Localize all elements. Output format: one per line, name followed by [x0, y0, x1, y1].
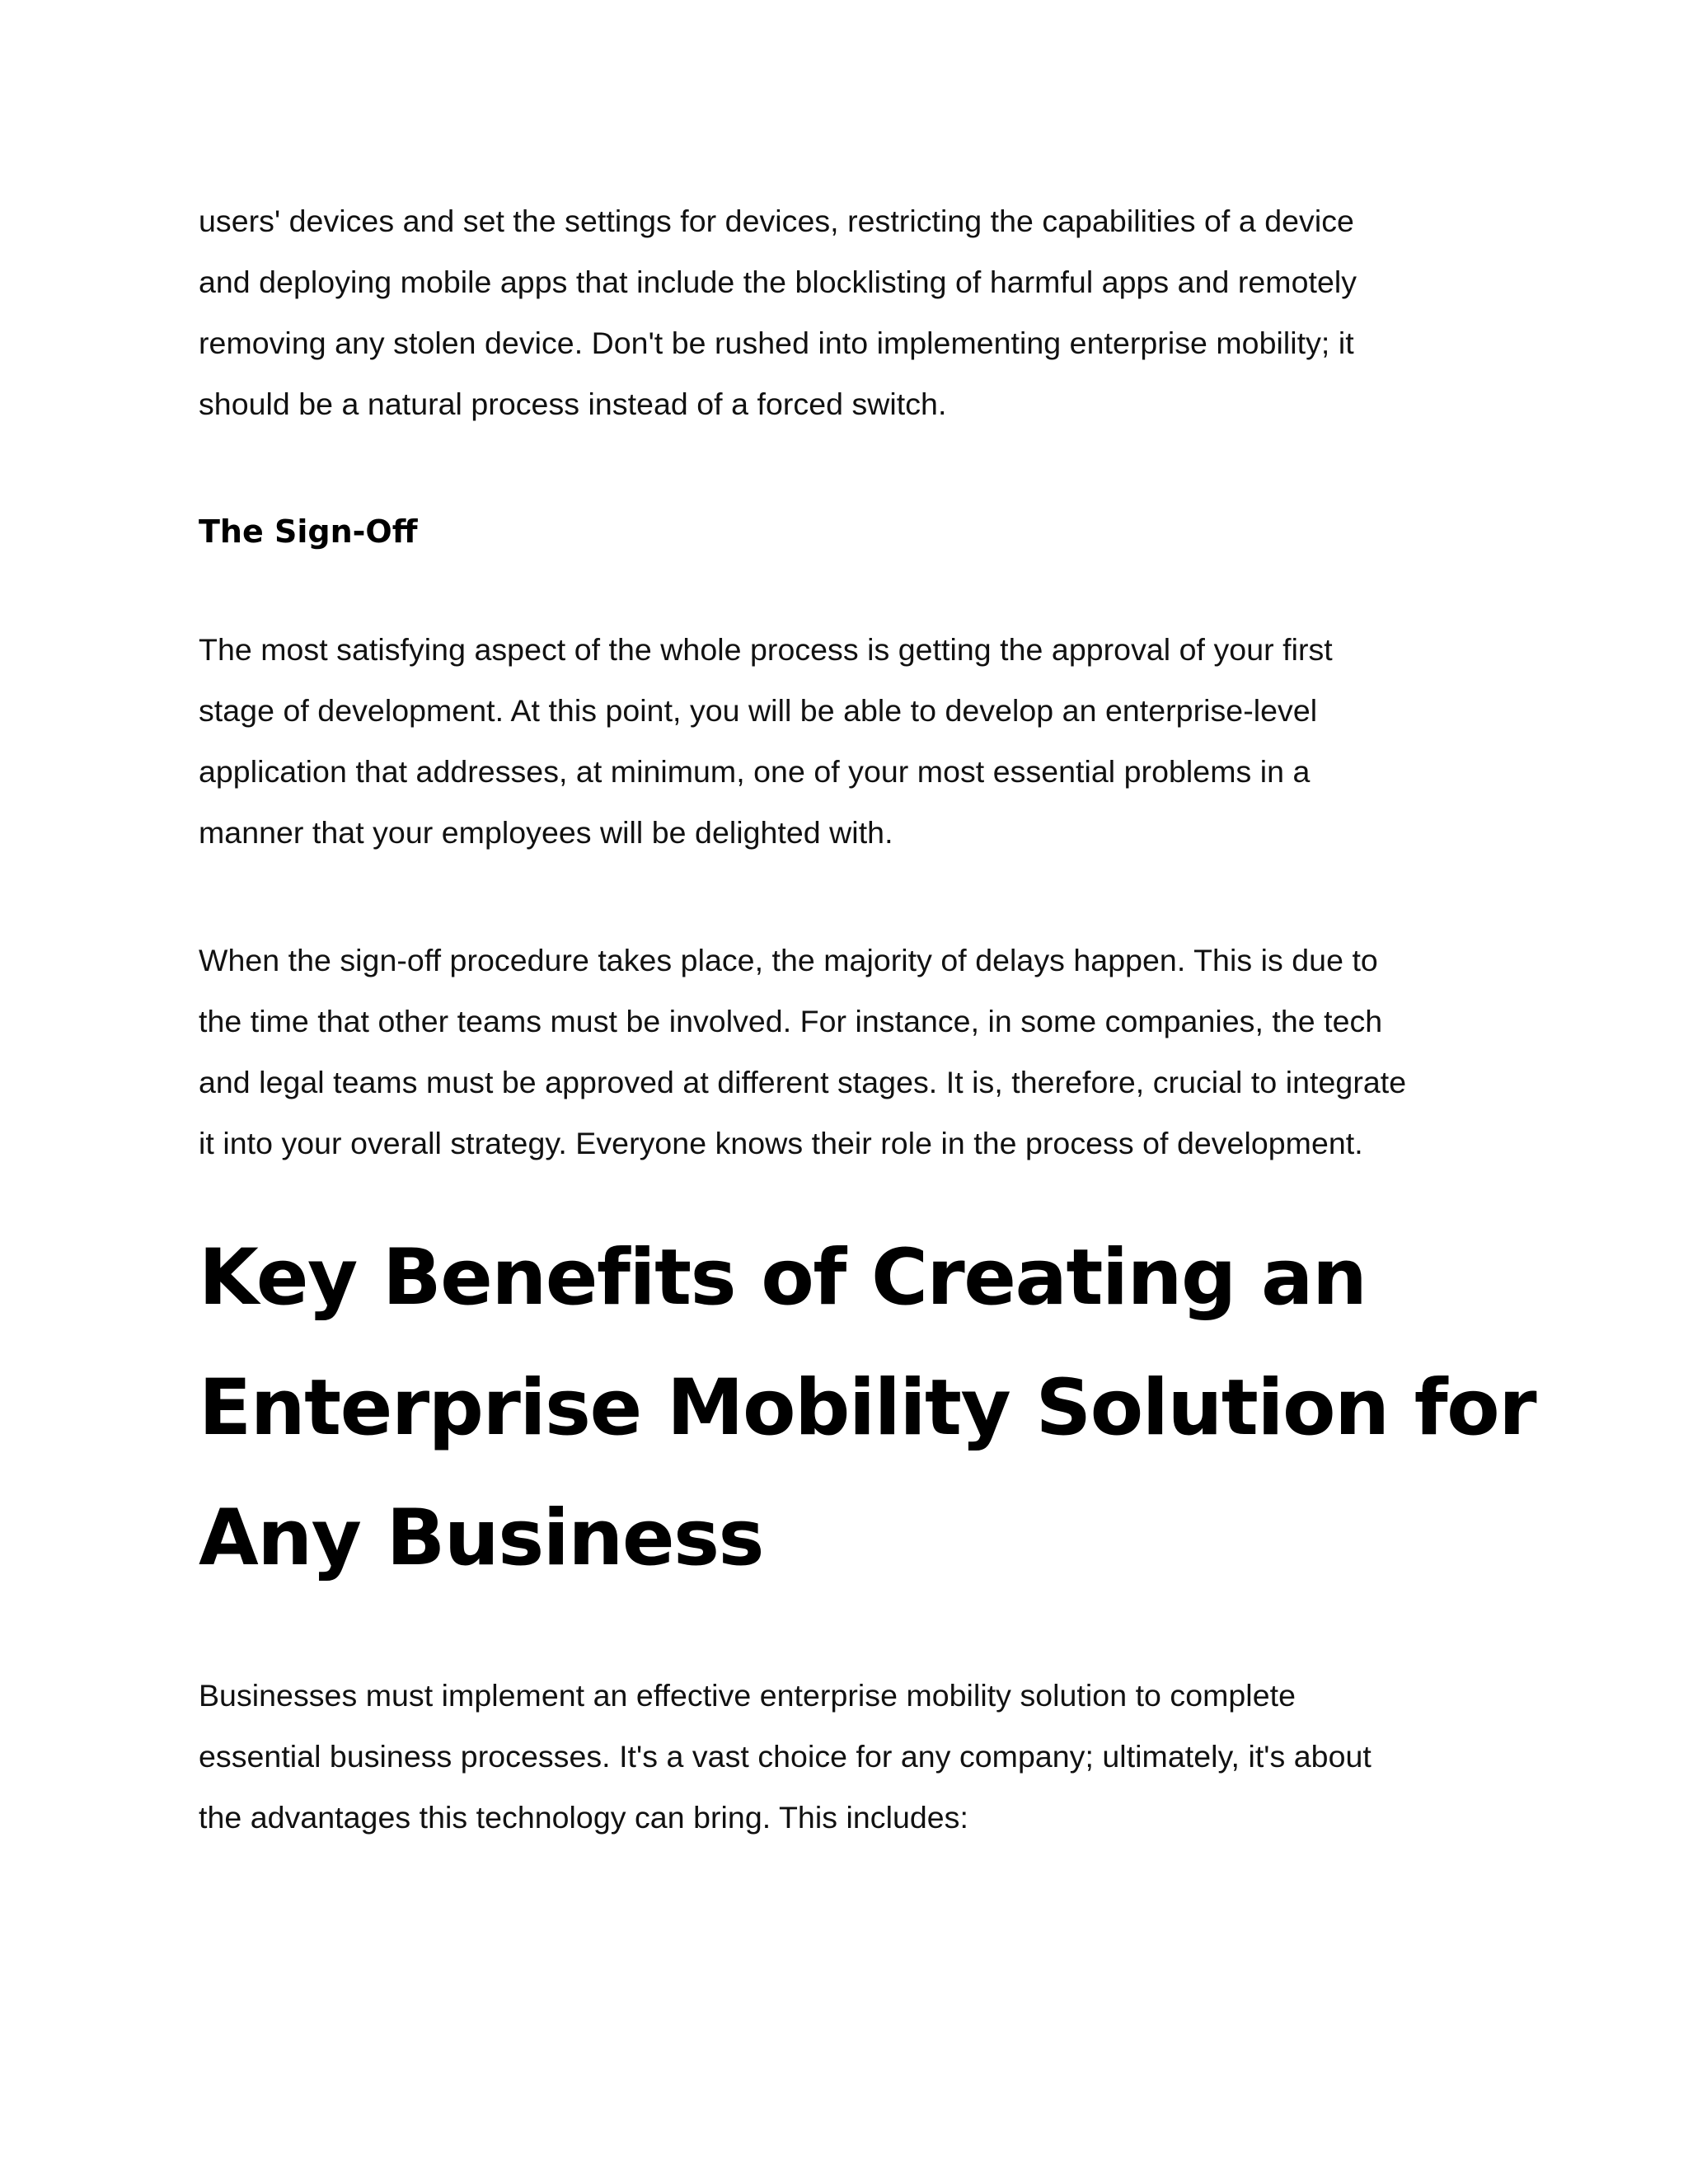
signoff-paragraph-1 — [199, 619, 1517, 863]
spacer — [199, 1174, 1517, 1213]
benefits-p1-line-2: essential business processes. It's a vast choice for any company; ultimately, it's about — [199, 1739, 1372, 1774]
intro-line-4: should be a natural process instead of a forced switch. — [199, 387, 947, 421]
signoff-p1-line-4: manner that your employees will be delighted with. — [199, 815, 893, 850]
spacer — [199, 863, 1517, 930]
spacer — [199, 1604, 1517, 1665]
heading-line-1: Key Benefits of Creating an — [199, 1233, 1367, 1323]
spacer — [199, 434, 1517, 501]
signoff-p2-line-4: it into your overall strategy. Everyone knows their role in the process of development. — [199, 1126, 1363, 1160]
benefits-p1-line-3: the advantages this technology can bring. This includes: — [199, 1800, 968, 1835]
signoff-p1-line-3: application that addresses, at minimum, one of your most essential problems in a — [199, 754, 1311, 789]
section-heading-sign-off: The Sign-Off — [199, 513, 418, 550]
heading-line-2: Enterprise Mobility Solution for — [199, 1363, 1536, 1453]
document-content — [199, 190, 1536, 1848]
main-heading-key-benefits — [199, 1213, 1536, 1604]
signoff-p2-line-1: When the sign-off procedure takes place, the majority of delays happen. This is due to — [199, 943, 1378, 977]
intro-line-1: users' devices and set the settings for devices, restricting the capabilities of a device — [199, 204, 1354, 238]
intro-line-3: removing any stolen device. Don't be rushed into implementing enterprise mobility; it — [199, 326, 1354, 360]
signoff-paragraph-2 — [199, 930, 1517, 1174]
signoff-p2-line-2: the time that other teams must be involved. For instance, in some companies, the tech — [199, 1004, 1383, 1038]
intro-paragraph — [199, 190, 1517, 434]
signoff-p1-line-1: The most satisfying aspect of the whole process is getting the approval of your first — [199, 632, 1333, 667]
signoff-p1-line-2: stage of development. At this point, you will be able to develop an enterprise-level — [199, 693, 1318, 728]
signoff-p2-line-3: and legal teams must be approved at different stages. It is, therefore, crucial to integrate — [199, 1065, 1407, 1099]
benefits-p1-line-1: Businesses must implement an effective enterprise mobility solution to complete — [199, 1678, 1296, 1713]
intro-line-2: and deploying mobile apps that include the blocklisting of harmful apps and remotely — [199, 265, 1357, 299]
spacer — [199, 562, 1517, 619]
benefits-paragraph-1 — [199, 1665, 1517, 1848]
heading-line-3: Any Business — [199, 1493, 763, 1583]
